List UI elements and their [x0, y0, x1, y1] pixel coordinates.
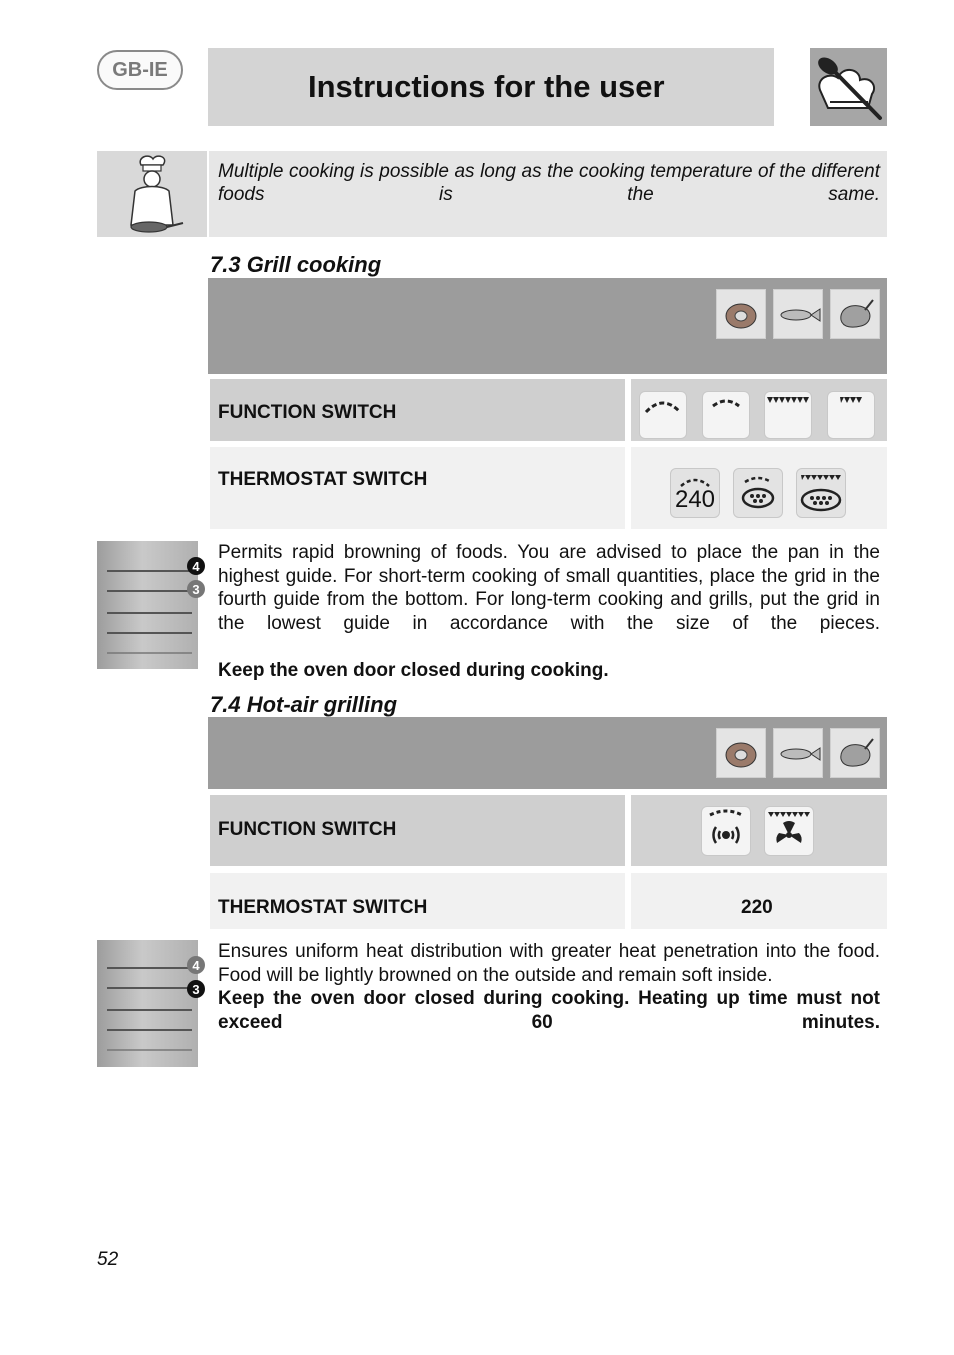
- meat-icon: [716, 728, 766, 778]
- fish-icon: [773, 728, 823, 778]
- hotair-thermostat-label: THERMOSTAT SWITCH: [218, 897, 428, 918]
- hotair-function-label: FUNCTION SWITCH: [218, 819, 397, 840]
- grill-thermostat-label-cell: [210, 447, 625, 529]
- hotair-warning-text: Keep the oven door closed during cooking. Heating up time must not exceed 60 minutes.: [218, 988, 880, 1033]
- oven-guides-illustration: [97, 541, 198, 669]
- grill-function-symbols: [631, 379, 887, 441]
- grill-description: [218, 541, 880, 682]
- grill-function-label-cell: [210, 379, 625, 441]
- fan-element-icon: [764, 806, 814, 856]
- guide-number-4: 4: [187, 557, 205, 575]
- hotair-function-symbols: [631, 795, 887, 866]
- oven-guides-illustration: [97, 940, 198, 1067]
- poultry-icon: [830, 728, 880, 778]
- note-text: Multiple cooking is possible as long as the cooking temperature of the different foods is the same.: [218, 161, 880, 205]
- guide-number-3: 3: [187, 580, 205, 598]
- grill-grid-small-icon: [733, 468, 783, 518]
- section-heading-grill: 7.3 Grill cooking: [210, 252, 382, 277]
- grill-arc-small-icon: [702, 391, 750, 439]
- grill-arc-large-icon: [639, 391, 687, 439]
- thermostat-value-220: 220: [741, 897, 773, 918]
- guide-number-3: 3: [187, 980, 205, 998]
- hotair-thermostat-value-cell: [631, 873, 887, 929]
- fan-grill-icon: [701, 806, 751, 856]
- section-heading-hotair: 7.4 Hot-air grilling: [210, 692, 398, 717]
- hotair-description: [218, 940, 880, 1058]
- grill-warning-text: Keep the oven door closed during cooking.: [218, 659, 609, 681]
- country-badge: GB-IE: [97, 50, 183, 90]
- spoon-hat-icon: [810, 48, 887, 126]
- chef-icon: [97, 151, 207, 237]
- chef-illustration: [97, 151, 207, 237]
- hotair-thermostat-label-cell: [210, 873, 625, 929]
- grill-full-element-icon: [764, 391, 812, 439]
- page-title: Instructions for the user: [308, 69, 665, 104]
- poultry-icon: [830, 289, 880, 339]
- chef-spoon-logo: [810, 48, 887, 126]
- meat-icon: [716, 289, 766, 339]
- grill-half-element-icon: [827, 391, 875, 439]
- hotair-function-label-cell: [210, 795, 625, 866]
- thermostat-240-dial: [670, 468, 720, 518]
- grill-grid-large-icon: [796, 468, 846, 518]
- hotair-description-text: Ensures uniform heat distribution with greater heat penetration into the food. Food will be lightly browned on the outside and remain soft inside.: [218, 941, 880, 986]
- page-number: 52: [97, 1249, 119, 1270]
- grill-thermostat-symbols: [631, 447, 887, 529]
- grill-description-text: Permits rapid browning of foods. You are advised to place the pan in the highest guide. For short-term cooking of small quantities, place the grid in the fourth guide from the bottom. For long-term cooking and grills, put the grid in the lowest guide in accordance with the size of the pieces.: [218, 542, 880, 634]
- grill-thermostat-label: THERMOSTAT SWITCH: [218, 469, 428, 490]
- thermostat-value-240: 240: [674, 486, 716, 513]
- page-title-bar: [208, 48, 774, 126]
- fish-icon: [773, 289, 823, 339]
- guide-number-4: 4: [187, 956, 205, 974]
- grill-function-label: FUNCTION SWITCH: [218, 402, 397, 423]
